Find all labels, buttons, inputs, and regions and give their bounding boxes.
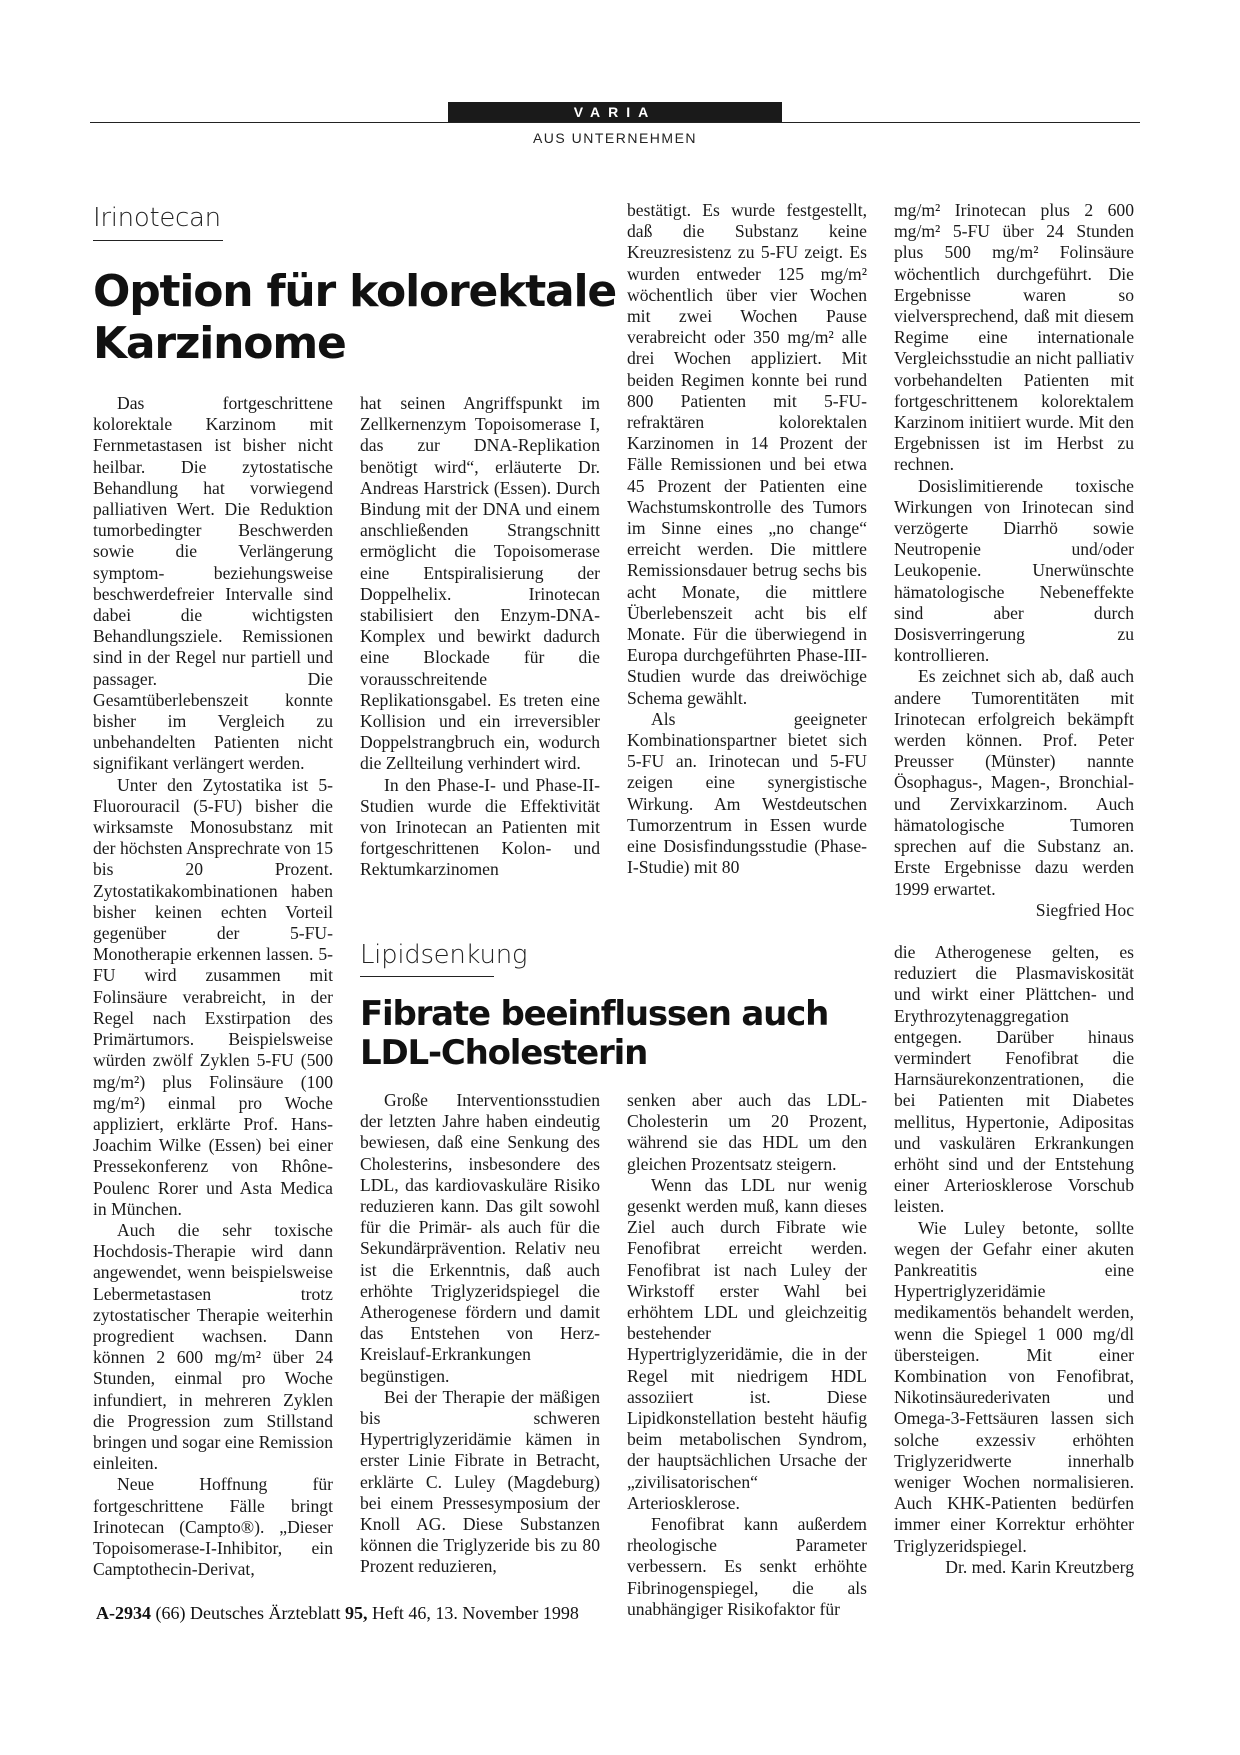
paragraph: mg/m² Irinotecan plus 2 600 mg/m² 5-FU über 24 Stunden plus 500 mg/m² Folinsäure wöchentlich durchgeführt. Die Ergebnisse waren so vielversprechend, daß mit diesem Regime eine internationale Vergleichsstudie an nicht palliativ vorbehandelten Patienten mit fortgeschrittenem kolorektalem Karzinom initiiert wurde. Mit den Ergebnissen ist im Herbst zu rechnen. [894,200,1134,475]
journal-issue: Heft 46, 13. November 1998 [371,1603,579,1623]
article1-headline [93,266,616,370]
paragraph: die Atherogenese gelten, es reduziert die Plasmaviskosität und wirkt einer Plättchen- und Erythrozytenaggregation entgegen. Darüber hinaus vermindert Fenofibrat die Harnsäurekonzentrationen, die bei Patienten mit Diabetes mellitus, Hypertonie, Adipositas und vaskulären Erkrankungen erhöht sind und der Entstehung einer Arteriosklerose Vorschub leisten. [894,942,1134,1217]
paragraph: Wenn das LDL nur wenig gesenkt werden muß, kann dieses Ziel auch durch Fibrate wie Fenofibrat erreicht werden. Fenofibrat ist nach Luley der Wirkstoff erster Wahl bei erhöhtem LDL und gleichzeitig bestehender Hypertriglyzeridämie, die in der Regel mit niedrigem HDL assoziiert ist. Diese Lipidkonstellation besteht häufig beim metabolischen Syndrom, der hauptsächlichen Ursache der „zivilisatorischen“ Arteriosklerose. [627,1174,867,1513]
article2-column-2 [627,1090,867,1620]
paragraph: Als geeigneter Kombinationspartner bietet sich 5-FU an. Irinotecan und 5-FU zeigen eine synergistische Wirkung. Am Westdeutschen Tumorzentrum in Essen wurde eine Dosisfindungsstudie (Phase-I-Studie) mit 80 [627,708,867,878]
journal-volume: 95, [344,1603,368,1623]
page-number: (66) [155,1603,186,1623]
journal-name: Deutsches Ärzteblatt [190,1603,341,1623]
article2-kicker: Lipidsenkung [360,940,528,970]
paragraph: bestätigt. Es wurde festgestellt, daß die Substanz keine Kreuzresistenz zu 5-FU zeigt. Es wurden entweder 125 mg/m² wöchentlich über vier Wochen mit zwei Wochen Pause verabreicht oder 350 mg/m² alle drei Wochen appliziert. Mit beiden Regimen konnte bei rund 800 Patienten mit 5-FU-refraktären kolorektalen Karzinomen in 14 Prozent der Fälle Remissionen und bei etwa 45 Prozent der Patienten eine Wachstumskontrolle des Tumors im Sinne eines „no change“ erreicht werden. Die mittlere Remissionsdauer betrug sechs bis acht Monate, die mittlere Überlebenszeit acht bis elf Monate. Für die überwiegend in Europa durchgeführten Phase-III-Studien wurde das dreiwöchige Schema gewählt. [627,200,867,708]
paragraph: senken aber auch das LDL-Cholesterin um 20 Prozent, während sie das HDL um den gleichen Prozentsatz steigern. [627,1090,867,1174]
article1-headline-line2: Karzinome [93,318,346,369]
article2-headline-line1: Fibrate beeinflussen auch [360,994,829,1034]
paragraph: Unter den Zytostatika ist 5-Fluorouracil (5-FU) bisher die wirksamste Monosubstanz mit der höchsten Ansprechrate von 15 bis 20 Prozent. Zytostatikakombinationen haben bisher keinen echten Vorteil gegenüber der 5-FU-Monotherapie erkennen lassen. 5-FU wird zusammen mit Folinsäure verabreicht, in der Regel nach Exstirpation des Primärtumors. Beispielsweise würden zwölf Zyklen 5-FU (500 mg/m²) plus Folinsäure (100 mg/m²) einmal pro Woche appliziert, erklärte Prof. Hans-Joachim Wilke (Essen) bei einer Pressekonferenz von Rhône-Poulenc Rorer und Asta Medica in München. [93,774,333,1219]
paragraph: Es zeichnet sich ab, daß auch andere Tumorentitäten mit Irinotecan erfolgreich bekämpft werden können. Prof. Peter Preusser (Münster) nannte Ösophagus-, Magen-, Bronchial- und Zervixkarzinom. Auch hämatologische Tumoren sprechen auf die Substanz an. Erste Ergebnisse dazu werden 1999 erwartet. [894,666,1134,899]
paragraph: Neue Hoffnung für fortgeschrittene Fälle bringt Irinotecan (Campto®). „Dieser Topoisomerase-I-Inhibitor, ein Camptothecin-Derivat, [93,1474,333,1580]
article1-column-2 [360,393,600,881]
paragraph: Große Interventionsstudien der letzten Jahre haben eindeutig bewiesen, daß eine Senkung des Cholesterins, insbesondere des LDL, das kardiovaskuläre Risiko reduzieren kann. Das gilt sowohl für die Primär- als auch für die Sekundärprävention. Relativ neu ist die Erkenntnis, daß auch erhöhte Triglyzeridspiegel die Atherogenese fördern und damit das Entstehen von Herz-Kreislauf-Erkrankungen begünstigen. [360,1090,600,1386]
paragraph: Dosislimitierende toxische Wirkungen von Irinotecan sind verzögerte Diarrhö sowie Neutropenie und/oder Leukopenie. Unerwünschte hämatologische Nebeneffekte sind aber durch Dosisverringerung zu kontrollieren. [894,475,1134,666]
article1-author: Siegfried Hoc [1035,899,1134,920]
page-id: A-2934 [96,1603,151,1623]
article2-kicker-rule [360,976,494,977]
article2-headline-line2: LDL-Cholesterin [360,1033,648,1073]
subsection-label: AUS UNTERNEHMEN [532,130,698,146]
article2-headline [360,995,828,1073]
article1-column-1 [93,393,333,1580]
paragraph: Fenofibrat kann außerdem rheologische Parameter verbessern. Es senkt erhöhte Fibrinogenspiegel, die als unabhängiger Risikofaktor für [627,1514,867,1619]
header-rule [90,122,1140,123]
article1-column-3 [627,200,867,879]
page-footer [96,1603,579,1624]
article2-author: Dr. med. Karin Kreutzberg [945,1556,1134,1577]
article1-column-4 [894,200,1134,921]
article1-headline-line1: Option für kolorektale [93,266,617,317]
paragraph: Das fortgeschrittene kolorektale Karzinom mit Fernmetastasen ist bisher nicht heilbar. Die zytostatische Behandlung hat vorwiegend palliativen Wert. Die Reduktion tumorbedingter Beschwerden sowie die Verlängerung symptom- beziehungsweise beschwerdefreier Intervalle sind dabei die wichtigsten Behandlungsziele. Remissionen sind in der Regel nur partiell und passager. Die Gesamtüberlebenszeit konnte bisher im Vergleich zu unbehandelten Patienten nicht signifikant verlängert werden. [93,393,333,774]
section-label: VARIA [448,102,782,123]
paragraph: In den Phase-I- und Phase-II-Studien wurde die Effektivität von Irinotecan an Patienten mit fortgeschrittenen Kolon- und Rektumkarzinomen [360,774,600,880]
article2-column-1 [360,1090,600,1578]
paragraph: hat seinen Angriffspunkt im Zellkernenzym Topoisomerase I, das zur DNA-Replikation benötigt wird“, erläuterte Dr. Andreas Harstrick (Essen). Durch Bindung mit der DNA und einem anschließenden Strangschnitt ermöglicht die Topoisomerase eine Entspiralisierung der Doppelhelix. Irinotecan stabilisiert den Enzym-DNA-Komplex und bewirkt dadurch eine Blockade für die vorausschreitende Replikationsgabel. Es treten eine Kollision und ein irreversibler Doppelstrangbruch ein, wodurch die Zellteilung verhindert wird. [360,393,600,774]
paragraph: Wie Luley betonte, sollte wegen der Gefahr einer akuten Pankreatitis eine Hypertriglyzeridämie medikamentös behandelt werden, wenn die Spiegel 1 000 mg/dl übersteigen. Mit einer Kombination von Fenofibrat, Nikotinsäurederivaten und Omega-3-Fettsäuren lassen sich solche exzessiv erhöhten Triglyzeridwerte innerhalb weniger Wochen normalisieren. Auch KHK-Patienten bedürfen immer einer Korrektur erhöhter Triglyzeridspiegel. [894,1217,1134,1556]
paragraph: Auch die sehr toxische Hochdosis-Therapie wird dann angewendet, wenn beispielsweise Lebermetastasen trotz zytostatischer Therapie weiterhin progredient wachsen. Dann können 2 600 mg/m² über 24 Stunden, einmal pro Woche infundiert, in mehreren Zyklen die Progression zum Stillstand bringen und sogar eine Remission einleiten. [93,1219,333,1474]
article2-column-3 [894,942,1134,1578]
article1-kicker: Irinotecan [93,203,221,233]
paragraph: Bei der Therapie der mäßigen bis schweren Hypertriglyzeridämie kämen in erster Linie Fibrate in Betracht, erklärte C. Luley (Magdeburg) bei einem Pressesymposium der Knoll AG. Diese Substanzen können die Triglyzeride bis zu 80 Prozent reduzieren, [360,1386,600,1577]
article1-kicker-rule [93,240,223,241]
